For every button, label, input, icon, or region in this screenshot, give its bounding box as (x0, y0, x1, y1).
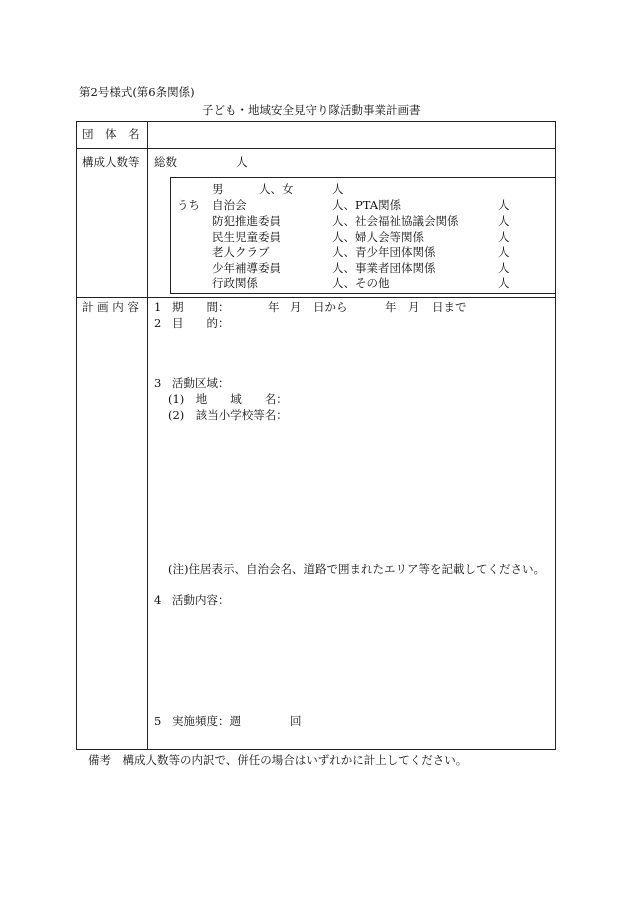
column-divider (147, 121, 148, 750)
area-number: 3 (154, 376, 162, 390)
member-item-left: 民生児童委員 (212, 230, 281, 244)
purpose-label: 目 的： (172, 316, 230, 330)
period-label: 期 間： (172, 300, 230, 314)
content-number: 4 (154, 593, 162, 607)
member-item-right: 人、事業者団体関係 (332, 261, 436, 275)
male-label: 男 (212, 182, 224, 196)
female-label: 人、女 (259, 182, 294, 196)
plan-label: 計 画 内 容 (82, 300, 139, 314)
area-label: 活動区域： (172, 376, 230, 390)
breakdown-label: うち (177, 198, 200, 212)
remarks: 備考 構成人数等の内訳で、併任の場合はいずれかに計上してください。 (88, 753, 468, 767)
member-item-right: 人、PTA関係 (332, 198, 402, 212)
group-name-label: 団 体 名 (82, 127, 140, 141)
period-from: 日から (313, 300, 348, 314)
period-year-start: 年 (268, 300, 280, 314)
period-month-end: 月 (408, 300, 420, 314)
member-item-right: 人、婦人会等関係 (332, 230, 424, 244)
row-divider-2 (76, 297, 556, 298)
area-school-name: (2) 該当小学校等名： (168, 408, 288, 422)
member-unit: 人 (498, 261, 510, 275)
member-item-left: 自治会 (212, 198, 247, 212)
member-item-left: 防犯推進委員 (212, 214, 281, 228)
member-item-right: 人、社会福祉協議会関係 (332, 214, 459, 228)
member-item-right: 人、その他 (332, 276, 390, 290)
period-until: 日まで (432, 300, 467, 314)
period-year-end: 年 (385, 300, 397, 314)
member-item-left: 行政関係 (212, 276, 258, 290)
member-unit: 人 (498, 214, 510, 228)
form-number: 第2号様式(第6条関係) (79, 85, 195, 99)
member-unit: 人 (498, 198, 510, 212)
total-label: 総数 (154, 155, 177, 169)
member-item-right: 人、青少年団体関係 (332, 245, 436, 259)
gender-end-unit: 人 (332, 182, 344, 196)
members-label: 構成人数等 (82, 155, 140, 169)
member-unit: 人 (498, 230, 510, 244)
period-month-start: 月 (290, 300, 302, 314)
area-note: (注)住居表示、自治会名、道路で囲まれたエリア等を記載してください。 (168, 562, 545, 576)
row-divider-1 (76, 148, 556, 149)
content-label: 活動内容： (172, 593, 230, 607)
member-unit: 人 (498, 245, 510, 259)
purpose-number: 2 (154, 316, 162, 330)
member-item-left: 少年補導委員 (212, 261, 281, 275)
period-number: 1 (154, 300, 162, 314)
total-unit: 人 (236, 155, 248, 169)
area-region-name: (1) 地 域 名： (168, 392, 288, 406)
member-unit: 人 (498, 276, 510, 290)
member-item-left: 老人クラブ (212, 245, 270, 259)
form-title: 子ども・地域安全見守り隊活動事業計画書 (202, 103, 421, 117)
frequency-number: 5 (154, 714, 162, 728)
frequency-label: 実施頻度：週 (172, 714, 241, 728)
frequency-unit: 回 (290, 714, 302, 728)
